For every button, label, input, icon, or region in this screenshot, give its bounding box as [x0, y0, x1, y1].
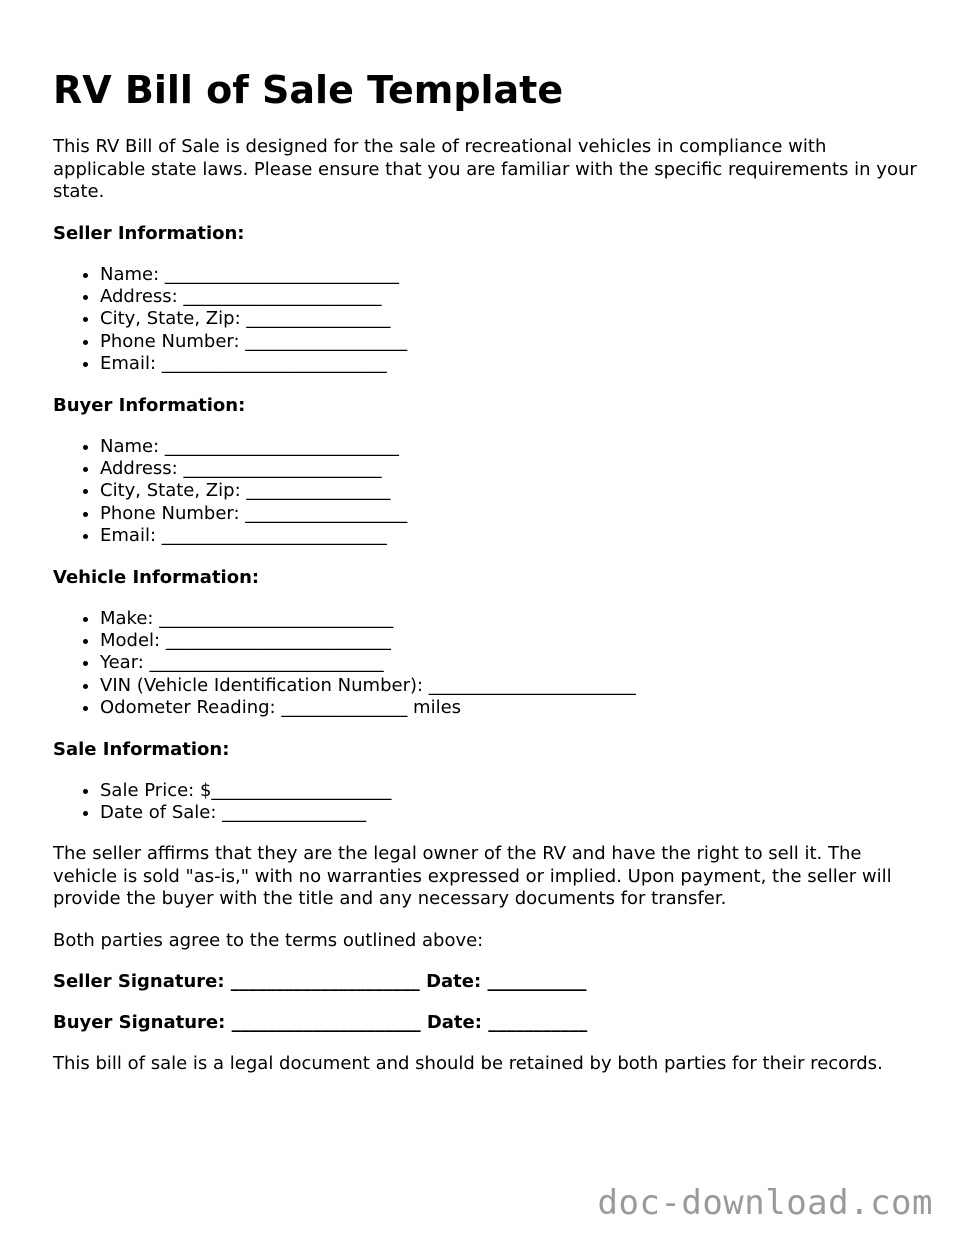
- vehicle-model-field: • Model: _________________________: [100, 630, 923, 652]
- buyer-heading: Buyer Information:: [53, 394, 246, 416]
- sale-date-field: • Date of Sale: ________________: [100, 802, 923, 824]
- document-page: [53, 64, 923, 1095]
- document-title: RV Bill of Sale Template: [53, 68, 564, 112]
- vehicle-heading: Vehicle Information:: [53, 566, 260, 588]
- buyer-name-field: • Name: __________________________: [100, 436, 923, 458]
- buyer-signature-line: Buyer Signature: _____________________ Date: ___________: [53, 1012, 588, 1034]
- sale-list: [53, 780, 923, 825]
- closing-paragraph: This bill of sale is a legal document and should be retained by both parties for their records.: [53, 1053, 883, 1075]
- seller-city-state-zip-field: • City, State, Zip: ________________: [100, 308, 923, 330]
- seller-list: [53, 264, 923, 376]
- seller-heading: Seller Information:: [53, 222, 245, 244]
- seller-phone-field: • Phone Number: __________________: [100, 331, 923, 353]
- seller-name-field: • Name: __________________________: [100, 264, 923, 286]
- buyer-list: [53, 436, 923, 548]
- buyer-address-field: • Address: ______________________: [100, 458, 923, 480]
- watermark-text: doc-download.com: [597, 1183, 933, 1223]
- vehicle-year-field: • Year: __________________________: [100, 652, 923, 674]
- vehicle-make-field: • Make: __________________________: [100, 608, 923, 630]
- seller-signature-line: Seller Signature: _____________________ Date: ___________: [53, 971, 587, 993]
- sale-price-field: • Sale Price: $____________________: [100, 780, 923, 802]
- sale-heading: Sale Information:: [53, 738, 230, 760]
- seller-address-field: • Address: ______________________: [100, 286, 923, 308]
- buyer-email-field: • Email: _________________________: [100, 525, 923, 547]
- vehicle-vin-field: • VIN (Vehicle Identification Number): _______________________: [100, 675, 923, 697]
- seller-email-field: • Email: _________________________: [100, 353, 923, 375]
- vehicle-odometer-field: • Odometer Reading: ______________ miles: [100, 697, 923, 719]
- buyer-city-state-zip-field: • City, State, Zip: ________________: [100, 480, 923, 502]
- intro-paragraph: This RV Bill of Sale is designed for the sale of recreational vehicles in compliance with applicable state laws. Please ensure that you are familiar with the specific requirements in your state.: [53, 136, 917, 202]
- buyer-phone-field: • Phone Number: __________________: [100, 503, 923, 525]
- agreement-paragraph: Both parties agree to the terms outlined above:: [53, 929, 484, 951]
- affirmation-paragraph: The seller affirms that they are the legal owner of the RV and have the right to sell it. The vehicle is sold "as-is," with no warranties expressed or implied. Upon payment, the seller will provide the buyer with the title and any necessary documents for transfer.: [53, 843, 892, 910]
- vehicle-list: [53, 608, 923, 720]
